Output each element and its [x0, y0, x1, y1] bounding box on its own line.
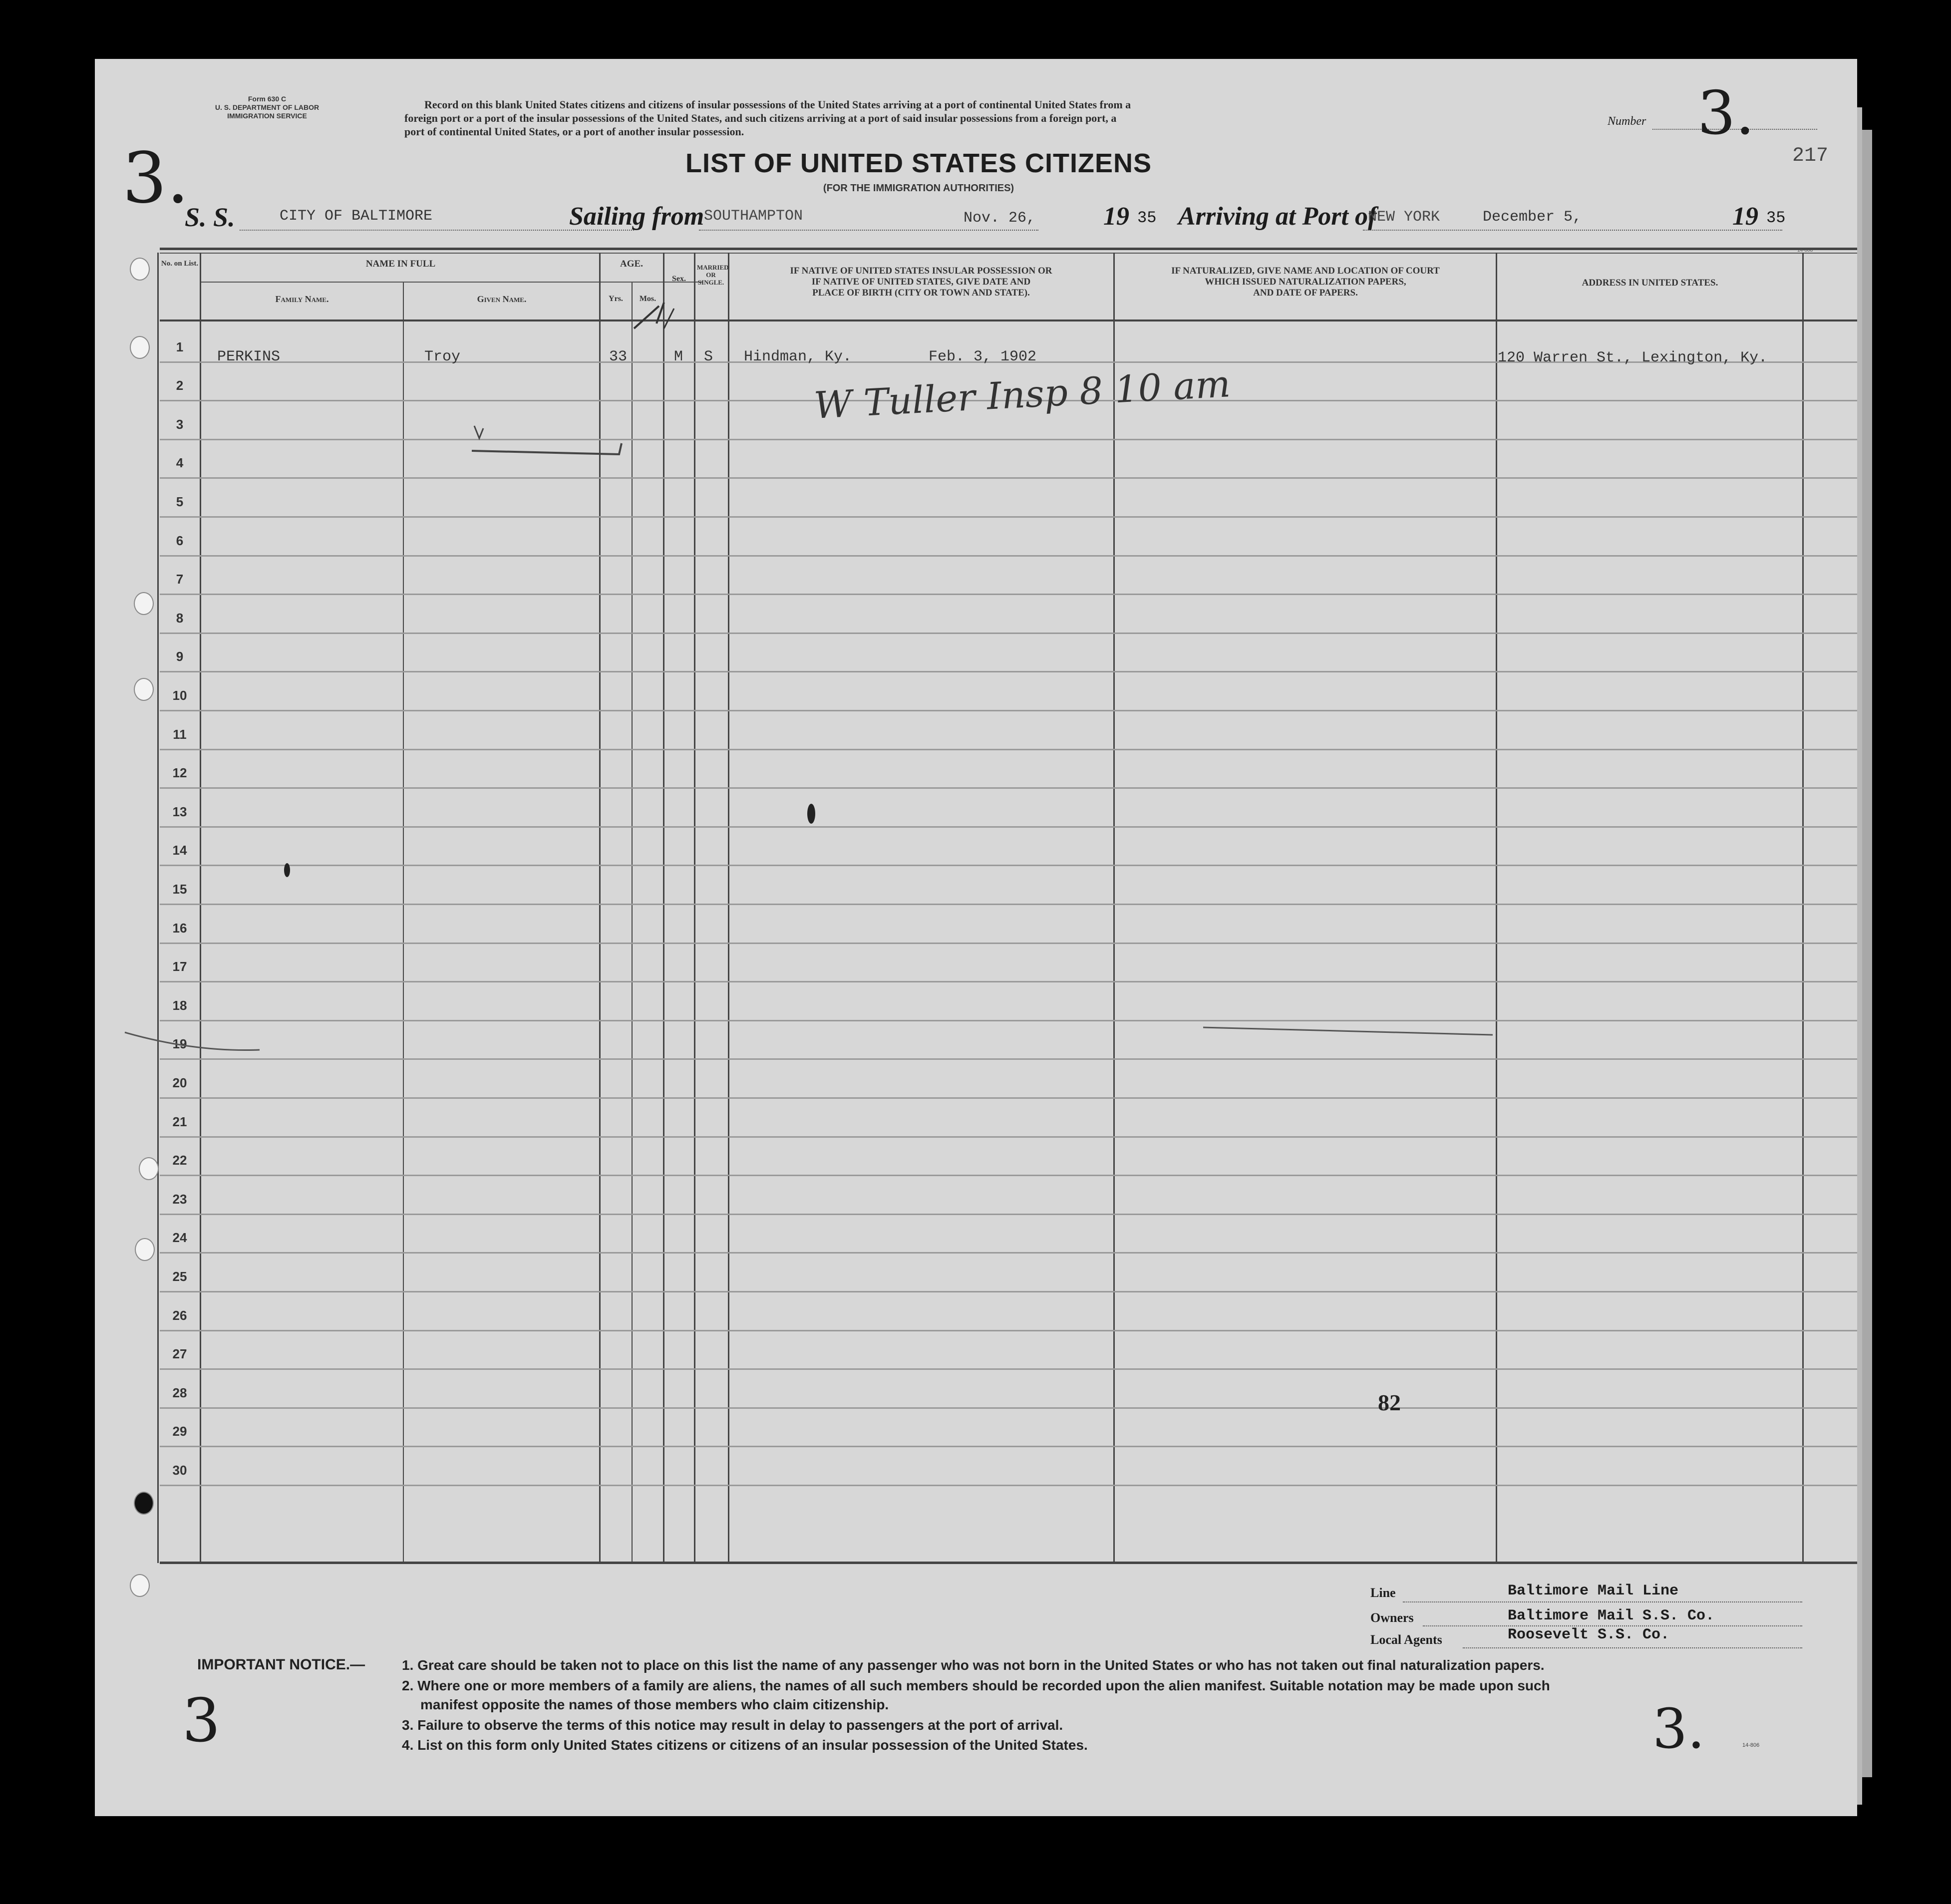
row-number: 1 [176, 339, 184, 354]
sailing-port: SOUTHAMPTON [704, 208, 803, 225]
notice-heading: IMPORTANT NOTICE.— [197, 1656, 365, 1673]
form-number: Form 630 C [248, 95, 287, 103]
header-insular-line-1: IF NATIVE OF UNITED STATES INSULAR POSSESSION OR [790, 266, 1052, 276]
row-number: 24 [172, 1230, 187, 1245]
footer-mark-right: 3. [1652, 1697, 1705, 1761]
header-naturalized-line-1: IF NATURALIZED, GIVE NAME AND LOCATION OF COURT [1171, 266, 1440, 276]
header-sex: Sex. [672, 275, 686, 283]
row-number: 27 [172, 1346, 187, 1361]
check-mark-sex [664, 309, 674, 328]
entry-birthplace: Hindman, Ky. [744, 348, 852, 365]
entry-family-name: PERKINS [217, 348, 281, 365]
sailing-label: Sailing from [569, 202, 704, 231]
header-name-in-full: NAME IN FULL [365, 259, 436, 269]
printer-mark-top: 14-808 [1797, 248, 1813, 253]
check-mark-age [634, 303, 664, 328]
row-number: 14 [172, 843, 187, 858]
binder-hole-7 [134, 1492, 154, 1515]
tick-mark-row3 [474, 426, 483, 438]
header-age: AGE. [620, 259, 643, 269]
arrival-port: NEW YORK [1368, 209, 1440, 226]
ship-name: CITY OF BALTIMORE [280, 208, 433, 225]
row-number: 4 [176, 455, 184, 470]
local-agents-label: Local Agents [1370, 1632, 1442, 1647]
row-number: 29 [172, 1424, 187, 1439]
pen-stroke-row18 [1203, 1027, 1493, 1035]
line-label: Line [1370, 1586, 1396, 1600]
row-number: 12 [172, 765, 187, 780]
header-given-name: Given Name. [477, 294, 527, 304]
row-number: 26 [172, 1308, 187, 1323]
row-number: 11 [173, 727, 187, 742]
arrival-year-prefix: 19 [1732, 202, 1758, 231]
notice-item-2-cont: manifest opposite the names of those members who claim citizenship. [420, 1697, 889, 1712]
service-name: IMMIGRATION SERVICE [227, 112, 307, 120]
row-number: 13 [172, 804, 187, 819]
row-number: 6 [176, 533, 184, 548]
sailing-year-prefix: 19 [1103, 202, 1129, 231]
document-title: LIST OF UNITED STATES CITIZENS [685, 148, 1152, 178]
instructions-line-1: Record on this blank United States citizens and citizens of insular possessions of the United States arriving at a port of continental United States from a [424, 98, 1131, 111]
instructions-line-2: foreign port or a port of the insular possessions of the United States, and such citizens arriving at a port of said insular possessions from a foreign port, a [404, 112, 1117, 124]
sailing-year: 35 [1137, 209, 1157, 227]
row-number: 8 [176, 611, 184, 626]
row-number: 16 [172, 921, 187, 936]
entry-given-name: Troy [424, 348, 461, 365]
binder-hole-1 [130, 258, 150, 281]
manifest-sheet [95, 59, 1857, 1816]
notice-item-2: 2. Where one or more members of a family are aliens, the names of all such members should be recorded upon the alien manifest. Suitable notation may be made upon such [402, 1678, 1550, 1693]
notice-item-1: 1. Great care should be taken not to place on this list the name of any passenger who was not born in the United States or who has not taken out final naturalization papers. [402, 1657, 1545, 1673]
header-married-single: MARRIED OR SINGLE. [697, 264, 729, 286]
entry-marital-status: S [704, 348, 713, 365]
row-number: 9 [176, 649, 184, 664]
row-number: 25 [172, 1269, 187, 1284]
header-address: ADDRESS IN UNITED STATES. [1582, 278, 1718, 288]
row-number: 21 [172, 1114, 187, 1129]
arrival-date: December 5, [1483, 209, 1582, 226]
number-label: Number [1608, 115, 1646, 128]
row-number: 7 [176, 572, 184, 587]
ink-blot [807, 804, 815, 824]
department-name: U. S. DEPARTMENT OF LABOR [215, 103, 320, 111]
page-stamp: 217 [1792, 145, 1829, 167]
row-number: 5 [176, 494, 184, 509]
row-number: 19 [172, 1036, 187, 1051]
header-naturalized-line-3: AND DATE OF PAPERS. [1253, 288, 1358, 298]
entry-address: 120 Warren St., Lexington, Ky. [1498, 349, 1768, 366]
sheet-mark: 3. [122, 138, 189, 219]
owners-label: Owners [1370, 1610, 1414, 1625]
notice-item-3: 3. Failure to observe the terms of this notice may result in delay to passengers at the port of arrival. [402, 1717, 1063, 1733]
agents-underline [1463, 1647, 1802, 1648]
handwritten-inspector-note: W Tuller Insp 8 10 am [813, 362, 1232, 427]
row-number: 22 [172, 1153, 187, 1168]
row-number: 20 [172, 1075, 187, 1090]
sailing-date: Nov. 26, [964, 210, 1036, 227]
binder-hole-8 [130, 1574, 150, 1597]
stamp-number: 82 [1378, 1390, 1401, 1415]
header-naturalized-line-2: WHICH ISSUED NATURALIZATION PAPERS, [1205, 277, 1406, 287]
header-no-on-list: No. on List. [161, 260, 199, 268]
arrival-year: 35 [1766, 209, 1786, 227]
row-number: 28 [172, 1385, 187, 1400]
binder-hole-6 [135, 1238, 155, 1261]
number-value: 3. [1697, 79, 1755, 148]
header-insular-line-3: PLACE OF BIRTH (CITY OR TOWN AND STATE). [812, 288, 1030, 298]
row-number: 23 [172, 1192, 187, 1207]
binder-hole-4 [134, 678, 154, 701]
header-age-mos: Mos. [639, 295, 656, 303]
ss-label: S. S. [185, 202, 235, 232]
row-number: 3 [176, 417, 184, 432]
line-underline [1403, 1601, 1802, 1602]
pen-stroke-row3 [472, 443, 622, 454]
entry-age-years: 33 [609, 348, 628, 365]
binder-hole-5 [139, 1157, 159, 1180]
arriving-label: Arriving at Port of [1178, 202, 1377, 231]
pen-stroke-left [125, 1032, 260, 1050]
line-value: Baltimore Mail Line [1508, 1583, 1679, 1599]
binder-hole-3 [134, 592, 154, 615]
entry-sex: M [674, 348, 683, 365]
printer-mark-bottom: 14-806 [1742, 1742, 1760, 1748]
row-number: 30 [172, 1463, 187, 1478]
document-subtitle: (FOR THE IMMIGRATION AUTHORITIES) [823, 183, 1014, 194]
entry-birth-date: Feb. 3, 1902 [929, 348, 1037, 365]
pen-marks [95, 59, 1857, 1816]
row-number: 18 [172, 998, 187, 1013]
header-insular-line-2: IF NATIVE OF UNITED STATES, GIVE DATE AND [811, 277, 1031, 287]
row-number: 2 [176, 378, 184, 393]
header-family-name: Family Name. [275, 294, 329, 304]
row-number: 15 [172, 882, 187, 897]
page-stack-edge-back [1862, 130, 1872, 1777]
header-age-yrs: Yrs. [609, 295, 623, 303]
instructions-line-3: port of continental United States, or a port of another insular possession. [404, 125, 744, 138]
binder-hole-2 [130, 336, 150, 359]
owners-value: Baltimore Mail S.S. Co. [1508, 1607, 1715, 1624]
footer-mark-left: 3 [182, 1686, 221, 1756]
notice-item-4: 4. List on this form only United States citizens or citizens of an insular possession of the United States. [402, 1737, 1088, 1753]
local-agents-value: Roosevelt S.S. Co. [1508, 1626, 1670, 1643]
row-number: 10 [172, 688, 187, 703]
row-number: 17 [172, 959, 187, 974]
ink-spot [284, 863, 290, 877]
